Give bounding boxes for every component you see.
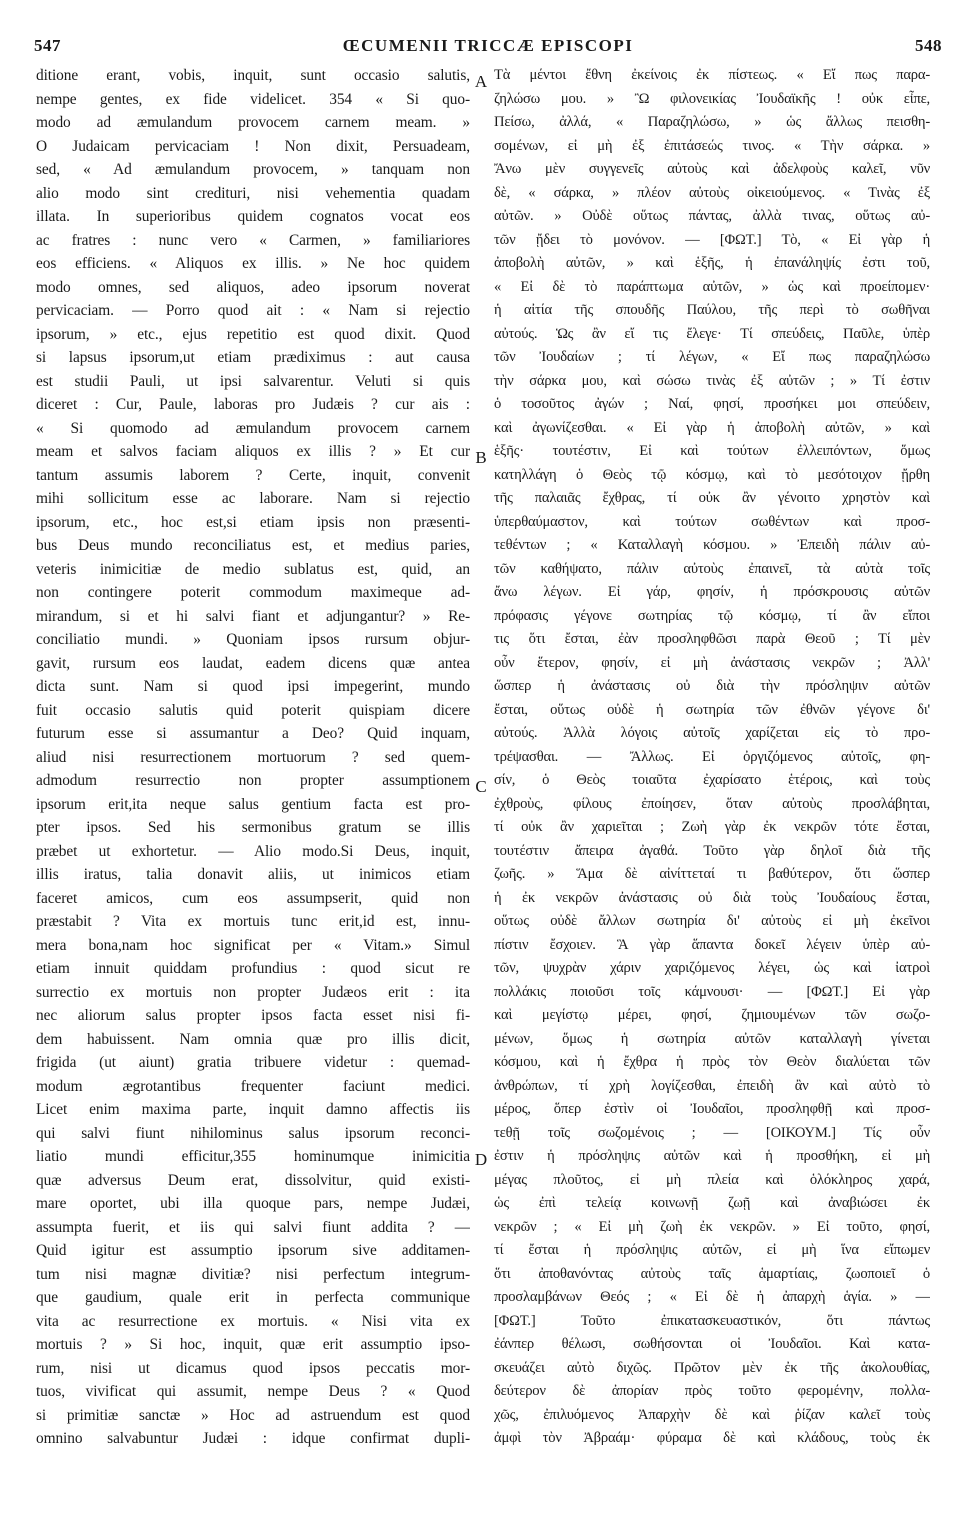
text-line: αὐτούς. Ὡς ἂν εἴ τις ἔλεγε· Τί σπεύδεις, Παῦλε, ὑπὲρ xyxy=(494,325,930,342)
text-line: μέγας πλοῦτος, εἰ μὴ πλεία καὶ ὁλόκληρος χαρά, xyxy=(494,1171,930,1188)
text-line: alio modo sint crediturі, nisi vehementia quadam xyxy=(36,184,470,202)
text-line: meam et salvos faciam aliquos ex illis ? » Et cur xyxy=(36,443,470,460)
text-line: ἄνω λέγων. Εἰ γάρ, φησίν, ἡ πρόσκρουσις αὐτῶν xyxy=(494,584,930,600)
latin-column xyxy=(36,64,470,1451)
text-line: ὅτι ἀποθανόντας αὐτοὺς ταῖς ἁμαρτίαις, ζωοποιεῖ ὁ xyxy=(494,1265,930,1282)
text-line: προσλαμβάνων Θεός ; « Εἰ δὲ ἡ ἀπαρχὴ ἁγία. » — xyxy=(494,1289,930,1305)
text-line: τεθέντων ; « Καταλλαγὴ κόσμου. » Ἐπειδὴ πάλιν αὐ- xyxy=(494,537,930,553)
text-line: ἔσται, οὕτως οὐδὲ ἡ σωτηρία τῶν ἐθνῶν γέγονε δι' xyxy=(494,701,930,718)
text-line: faceret amicos, cum eos assumpserit, quid non xyxy=(36,889,470,907)
text-line: τουτέστιν ἄπειρα ἀγαθά. Τοῦτο γὰρ δηλοῖ διὰ τῆς xyxy=(494,842,930,859)
text-line: aliud nisi resurrectionem mortuorum ? sed quem- xyxy=(36,748,470,766)
text-line: est studii Pauli, ut ipsi salvarentur. Veluti si quis xyxy=(36,372,470,390)
text-line: καὶ ἀγωνίζεσθαι. « Εἰ γὰρ ἡ ἀποβολὴ αὐτῶν, » καὶ xyxy=(494,419,930,436)
text-line: σομένων, εἰ μὴ ἐξ ἐπιτάσεώς τινος. « Τὴν σάρκα. » xyxy=(494,137,930,154)
text-line: σίν, ὁ Θεὸς τοιαῦτα ἐχαρίσατο ἑτέροις, καὶ τοὺς xyxy=(494,772,930,788)
text-line: vita ac resurrectione ex mortuis. « Nisi vita ex xyxy=(36,1312,470,1330)
text-line: si primitiæ sanctæ » Hoc ad astruendum est quod xyxy=(36,1406,470,1424)
text-line: fuit occasio salutis quid poterit quispiam dicere xyxy=(36,701,470,719)
text-line: mare oportet, ubi illa quoque pars, nempe Judæi, xyxy=(36,1195,470,1212)
text-line: conciliatio mundi. » Quoniam ipsos rursum objur- xyxy=(36,631,470,648)
text-line: Ἄνω μὲν συγγενεῖς αὐτοὺς καὶ ἀδελφοὺς καλεῖ, νῦν xyxy=(494,161,930,177)
margin-marker-c: C xyxy=(475,777,487,796)
text-line: modum ægrotantibus frequenter faciunt medici. xyxy=(36,1077,470,1095)
text-line: ἡ αἰτία τῆς σπουδῆς Παύλου, τῆς περὶ τὸ σωθῆναι xyxy=(494,302,930,318)
text-line: eos efficiens. « Aliquos ex illis. » Ne hoc quidem xyxy=(36,255,470,272)
text-line: ὑπερθαύμαστον, καὶ τούτων σωθέντων καὶ προσ- xyxy=(494,513,930,530)
text-line: ζωῆς. » Ἅμα δὲ αἰνίττεταί τι βαθύτερον, ὅτι ὥσπερ xyxy=(494,866,930,882)
text-line: κόσμου, καὶ ἡ ἔχθρα ἡ πρὸς τὸν Θεὸν διαλύεται τῶν xyxy=(494,1054,930,1070)
text-line: dicta sunt. Nam si quod ipsi impegerint, mundo xyxy=(36,678,470,695)
text-line: πίστιν ἔσχοιεν. Ἃ γὰρ ἅπαντα δοκεῖ λέγειν ὑπὲρ αὐ- xyxy=(494,936,930,953)
text-line: τὴν σάρκα μου, καὶ σώσω τινὰς ἐξ αὐτῶν ; » Τί ἐστιν xyxy=(494,372,930,389)
running-title: ŒCUMENII TRICCÆ EPISCOPI xyxy=(342,36,634,55)
text-line: ἐάνπερ θέλωσι, σωθήσονται οἱ Ἰουδαῖοι. Καὶ κατα- xyxy=(494,1336,930,1352)
text-line: τί ἔσται ἡ πρόσληψις αὐτῶν, εἰ μὴ ἵνα εἴπωμεν xyxy=(494,1242,930,1258)
text-line: mirandum, si et hi salvi fiant et adjungantur? » Re- xyxy=(36,607,470,625)
text-line: τῶν καθήψατο, πάλιν αὐτοὺς ἐπαινεῖ, τὰ αὐτὰ τοῖς xyxy=(494,560,930,577)
margin-marker-d: D xyxy=(474,1150,488,1169)
text-line: qui salvi fiunt nihilominus salus ipsorum reconci- xyxy=(36,1124,470,1142)
text-line: ὥσπερ ἡ ἀνάστασις οὐ διὰ τὴν πρόσληψιν αὐτῶν xyxy=(494,678,930,694)
text-line: νεκρῶν ; « Εἰ μὴ ζωὴ ἐκ νεκρῶν. » Εἰ τοῦτο, φησί, xyxy=(494,1218,930,1235)
text-line: que gaudium, quale erit in perfecta communique xyxy=(36,1289,470,1306)
text-line: etiam innuit quiddam profundius : quod sicut re xyxy=(36,960,470,977)
text-line: ὡς ἐπὶ τελείᾳ κοινωνῇ ζωῇ καὶ ἀναβιώσει ἐκ xyxy=(494,1195,930,1211)
text-line: non contingere poterit commodum maximeque ad- xyxy=(36,584,470,601)
text-line: μένων, ὅμως ἡ σωτηρία αὐτῶν καταλλαγὴ γίνεται xyxy=(494,1030,930,1047)
text-line: tantum assumis laborem ? Certe, inquit, convenit xyxy=(36,466,470,484)
text-line: assumpta fuerit, et iis qui salvi fiunt addita ? — xyxy=(36,1218,470,1236)
text-line: αὐτῶν. » Οὐδὲ οὕτως πάντας, ἀλλὰ τινας, οὕτως αὐ- xyxy=(494,208,930,224)
text-line: πολλάκις ποιοῦσι τοῖς κάμνουσι· — [ΦΩΤ.] Εἰ γὰρ xyxy=(494,983,930,1000)
text-line: omnino salvabuntur Judæi : idque confirmat dupli- xyxy=(36,1430,470,1447)
text-line: πρόφασις γέγονε σωτηρίας τῷ κόσμῳ, τί ἂν εἴποι xyxy=(494,607,930,624)
text-line: ἡ ἐκ νεκρῶν ἀνάστασις οὐ διὰ τοὺς Ἰουδαίους ἔσται, xyxy=(494,889,930,906)
text-line: ipsorum, etc., hoc est,si etiam ipsis non præsenti- xyxy=(36,513,470,531)
text-line: σκευάζει αὐτὸ διχῶς. Πρῶτον μὲν ἐκ τῆς ἀκολουθίας, xyxy=(494,1359,930,1376)
text-line: χῶς, ἐπιλυόμενος Ἀπαρχὴν δὲ καὶ ῥίζαν καλεῖ τοὺς xyxy=(494,1406,930,1423)
text-line: Τὰ μέντοι ἔθνη ἐκείνοις ἐκ πίστεως. « Εἴ πως παρα- xyxy=(494,67,930,83)
text-line: οὖν ἕτερον, φησίν, εἰ μὴ ἀνάστασις νεκρῶν ; Ἀλλ' xyxy=(494,654,930,671)
text-line: τεθῇ τοῖς σωζομένοις ; — [ΟΙΚΟΥΜ.] Τίς οὖν xyxy=(494,1124,930,1141)
text-line: ἑξῆς· τουτέστιν, Εἰ καὶ τούτων ἐλλειπόντων, ὅμως xyxy=(494,443,930,459)
text-line: « Si quomodo ad æmulandum provocem carnem xyxy=(36,419,470,437)
margin-marker-b: B xyxy=(475,448,487,467)
text-line: τί οὐκ ἂν χαριεῖται ; Ζωὴ γὰρ ἐκ νεκρῶν τότε ἔσται, xyxy=(494,819,930,835)
text-line: Πείσω, ἀλλά, « Παραζηλώσω, » ὡς ἄλλως πεισθη- xyxy=(494,114,930,130)
text-line: quæ adversus Deum erat, dissolvitur, quid existi- xyxy=(36,1171,470,1189)
text-line: ἀνθρώπων, τί χρὴ λογίζεσθαι, ἐπειδὴ ἂν καὶ αὐτὸ τὸ xyxy=(494,1077,930,1094)
page-number-left: 547 xyxy=(34,36,61,55)
text-line: τῶν Ἰουδαίων ; τί λέγων, « Εἴ πως παραζηλώσω xyxy=(494,349,930,365)
text-line: nempe gentes, ex fide videlicet. 354 « Si quo- xyxy=(36,90,470,108)
text-line: O Judaicam pervicaciam ! Non dixit, Persuadeam, xyxy=(36,137,470,155)
text-line: futurum esse si assumantur a Deo? Quid inquam, xyxy=(36,725,470,742)
text-line: tuos, vivificat qui assumit, nempe Deus ? « Quod xyxy=(36,1383,470,1400)
text-line: καὶ μεγίστῳ μέρει, φησί, ζημιουμένων τῶν σωζο- xyxy=(494,1007,930,1023)
text-line: Licet enim maxima parte, inquit damno affectis iis xyxy=(36,1101,470,1118)
text-line: mera bona,nam hoc significat per « Vitam.» Simul xyxy=(36,936,470,954)
text-line: ὁ τοσοῦτος ἀγών ; Ναί, φησί, προσήκει μοι σπεύδειν, xyxy=(494,396,930,412)
text-line: surrectio ex mortuis non propter Judæos erit : ita xyxy=(36,983,470,1001)
text-line: bus Deus mundo reconciliatus est, et medius paries, xyxy=(36,537,470,554)
text-line: sed, « Ad æmulandum provocem, » tanquam non xyxy=(36,161,470,178)
text-line: τῶν, ψυχρὰν χάριν χαριζόμενος λέγει, ὡς καὶ ἰατροὶ xyxy=(494,960,930,976)
text-line: [ΦΩΤ.] Τοῦτο ἐπικατασκευαστικόν, ὅτι πάντως xyxy=(494,1312,930,1329)
text-line: dem habuissent. Nam omnia quæ pro illis dicit, xyxy=(36,1030,470,1048)
page-header xyxy=(34,36,942,60)
page-number-right: 548 xyxy=(915,36,942,55)
text-line: admodum resurrectio non propter assumptionem xyxy=(36,772,470,789)
text-line: illata. In superioribus quidem cognatos vocat eos xyxy=(36,208,470,225)
text-line: μέρος, ὅπερ ἐστὶν οἱ Ἰουδαῖοι, προσληφθῇ καὶ προσ- xyxy=(494,1101,930,1117)
text-line: αὐτούς. Ἀλλὰ λόγοις αὐτοῖς χαρίζεται εἰς τὸ προ- xyxy=(494,725,930,741)
text-line: ἐστιν ἡ πρόσληψις αὐτῶν καὶ ἡ προσθήκη, εἰ μὴ xyxy=(494,1148,930,1164)
text-line: illis iratus, talia donavit aliis, ut inimicos etiam xyxy=(36,866,470,883)
text-line: mortuis ? » Si hoc, inquit, quæ erit assumptio ipso- xyxy=(36,1336,470,1353)
text-line: τῆς παλαιᾶς ἔχθρας, τί οὐκ ἂν γένοιτο χρηστὸν καὶ xyxy=(494,490,930,506)
text-line: tum nisi magnæ divitiæ? nisi perfectum integrum- xyxy=(36,1265,470,1283)
text-line: veteris inimicitiæ de medio sublatus est, quid, an xyxy=(36,560,470,578)
text-line: ditione erant, vobis, inquit, sunt occasio salutis, xyxy=(36,67,470,84)
text-line: ac fratres : nunc vero « Carmen, » familiariores xyxy=(36,231,470,249)
text-line: diceret : Cur, Paule, laboras pro Judæis ? cur ais : xyxy=(36,396,470,413)
text-line: Quid igitur est assumptio ipsorum sive additamen- xyxy=(36,1242,470,1259)
text-line: ζηλώσω μου. » Ὢ φιλονεικίας Ἰουδαϊκῆς ! οὐκ εἶπε, xyxy=(494,90,930,107)
text-line: mihi sollicitum esse ac laborare. Nam si rejectio xyxy=(36,490,470,507)
text-line: ἀμφὶ τὸν Ἀβραάμ· φύραμα δὲ καὶ κλάδους, τοὺς ἐκ xyxy=(494,1430,930,1446)
text-line: δεύτερον δὲ ἀπορίαν πρὸς τοῦτο φερομένην, πολλα- xyxy=(494,1383,930,1399)
text-line: ipsorum, » etc., ejus repetitio est quod dixit. Quod xyxy=(36,325,470,343)
text-line: si lapsus ipsorum,ut etiam prædiximus : aut causa xyxy=(36,349,470,366)
text-line: modo ad æmulandum provocem carnem meam. » xyxy=(36,114,470,131)
text-line: modo omnes, sed aliquos, adeo ipsorum noverat xyxy=(36,278,470,296)
text-line: τῶν ᾔδει τὸ μονόνον. — [ΦΩΤ.] Τὸ, « Εἰ γὰρ ἡ xyxy=(494,231,930,248)
text-line: gavit, rursum eos laudat, eadem dicens quæ antea xyxy=(36,654,470,672)
text-line: τις ὅτι ἔσται, ἐὰν προσληφθῶσι παρὰ Θεοῦ ; Τί μὲν xyxy=(494,631,930,647)
text-line: τρέψασθαι. — Ἄλλως. Εἰ ὀργιζόμενος αὐτοῖς, φη- xyxy=(494,748,930,765)
margin-marker-a: A xyxy=(474,72,488,91)
text-line: ἀποβολὴ αὐτῶν, » καὶ ἑξῆς, ἡ ἐπανάληψίς ἐστι τοῦ, xyxy=(494,255,930,271)
text-line: præbet ut exhortetur. — Alio modo.Si Deus, inquit, xyxy=(36,842,470,860)
text-line: pter ipsos. Sed his sermonibus gratum se illis xyxy=(36,819,470,836)
text-line: frigida (ut aiunt) gratia tribuere videtur : quemad- xyxy=(36,1054,470,1071)
text-line: rum, nisi ut dicamus quod ipsos peccatis mor- xyxy=(36,1359,470,1377)
text-line: nec aliorum salus propter ipsos facta esset nisi fi- xyxy=(36,1007,470,1024)
text-line: liatio mundi efficitur,355 hominumque inimicitia xyxy=(36,1148,470,1165)
text-line: ipsorum erit,ita neque salus gentium facta est pro- xyxy=(36,795,470,813)
text-line: κατηλλάγη ὁ Θεὸς τῷ κόσμῳ, καὶ τὸ μεσότοιχον ᾔρθη xyxy=(494,466,930,483)
text-line: ἐχθροὺς, φίλους ἐποίησεν, ὅταν αὐτοὺς προσλάβηται, xyxy=(494,795,930,812)
text-line: præstabit ? Vita ex mortuis tunc erit,id est, innu- xyxy=(36,913,470,930)
text-line: pervicaciam. — Porro quod ait : « Nam si rejectio xyxy=(36,302,470,319)
text-line: « Εἰ δὲ τὸ παράπτωμα αὐτῶν, » ὡς καὶ προείπομεν· xyxy=(494,278,930,295)
text-line: οὕτως οὐδὲ ἄλλων σωτηρία δι' αὐτοὺς εἰ μὴ ἐκεῖνοι xyxy=(494,913,930,929)
greek-column xyxy=(494,64,930,1451)
text-line: δὲ, « σάρκα, » πλέον αὐτοὺς οἰκειούμενος. « Τινὰς ἐξ xyxy=(494,184,930,201)
